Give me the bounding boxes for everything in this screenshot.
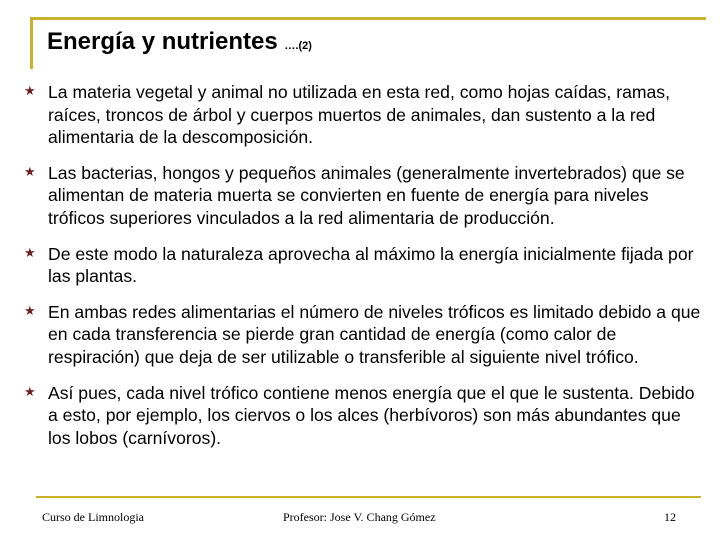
star-bullet-icon: ★ — [24, 303, 36, 319]
page-number: 12 — [664, 510, 676, 524]
bullet-text: La materia vegetal y animal no utilizada en esta red, como hojas caídas, ramas, raíces, troncos de árbol y cuerpos muertos de animales, dan sustento a la red alimentaria de la descomposición. — [48, 82, 670, 148]
star-bullet-icon: ★ — [24, 384, 36, 400]
star-bullet-icon: ★ — [24, 84, 36, 99]
footer-author: Profesor: Jose V. Chang Gómez — [283, 510, 436, 524]
bullet-text: De este modo la naturaleza aprovecha al máximo la energía inicialmente fijada por las plantas. — [48, 243, 694, 287]
bullet-text: Las bacterias, hongos y pequeños animales (generalmente invertebrados) que se alimentan de materia muerta se convierten en fuente de energía para niveles tróficos superiores vinculados a la red alimentaria de producción. — [48, 162, 685, 228]
slide-title — [47, 28, 312, 56]
bullet-text: En ambas redes alimentarias el número de niveles tróficos es limitado debido a que en cada transferencia se pierde gran cantidad de energía (como calor de respiración) que deja de ser utilizable o transferible al siguiente nivel trófico. — [48, 301, 701, 367]
footer-course: Curso de Limnologia — [42, 510, 144, 524]
footer-rule — [36, 496, 701, 498]
bullet-text: Así pues, cada nivel trófico contiene menos energía que el que le sustenta. Debido a esto, por ejemplo, los ciervos o los alces (herbívoros) son más abundantes que los lobos (carnívoros). — [48, 382, 695, 448]
bullet-item — [22, 81, 702, 149]
bullet-item — [22, 162, 702, 230]
bullet-item — [22, 301, 702, 369]
title-frame-left-rule — [30, 17, 33, 69]
title-frame-top-rule — [30, 17, 706, 20]
bullet-item — [22, 243, 702, 288]
star-bullet-icon: ★ — [24, 245, 36, 261]
slide-title-suffix: ….(2) — [284, 40, 312, 52]
star-bullet-icon: ★ — [24, 164, 36, 180]
slide-title-text: Energía y nutrientes — [47, 28, 278, 55]
bullet-item — [22, 382, 702, 450]
bullet-list — [22, 81, 702, 462]
